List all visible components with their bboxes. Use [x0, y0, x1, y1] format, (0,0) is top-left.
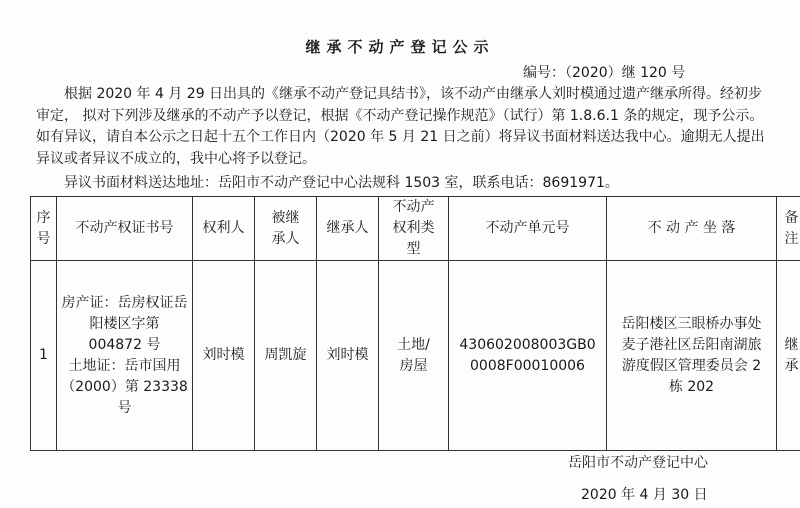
- property-table: [30, 196, 800, 451]
- cell-remark: 继承: [777, 261, 800, 451]
- header-location: 不 动 产 坐 落: [607, 197, 777, 261]
- header-rights-type: 不动产权利类型: [379, 197, 449, 261]
- header-unit-no: 不动产单元号: [449, 197, 607, 261]
- cell-cert: 房产证：岳房权证岳阳楼区字第 004872 号 土地证：岳市国用（2000）第 23338 号: [57, 261, 193, 451]
- header-owner: 权利人: [193, 197, 255, 261]
- header-seq: 序号: [31, 197, 57, 261]
- page-title: 继承不动产登记公示: [305, 38, 495, 56]
- cell-seq: 1: [31, 261, 57, 451]
- header-heir: 继承人: [317, 197, 379, 261]
- table-row: [31, 261, 800, 451]
- issuing-organization: 岳阳市不动产登记中心: [568, 455, 708, 471]
- header-remark: 备注: [777, 197, 800, 261]
- cell-rights-type: 土地/房屋: [379, 261, 449, 451]
- document-number: 编号：（2020）继 120 号: [523, 65, 686, 81]
- header-decedent: 被继承人: [255, 197, 317, 261]
- objection-address: 异议书面材料送达地址：岳阳市不动产登记中心法规科 1503 室，联系电话：8691971。: [64, 175, 619, 191]
- cell-location: 岳阳楼区三眼桥办事处麦子港社区岳阳南湖旅游度假区管理委员会 2 栋 202: [607, 261, 777, 451]
- header-cert: 不动产权证书号: [57, 197, 193, 261]
- notice-paragraph: 根据 2020 年 4 月 29 日出具的《继承不动产登记具结书》，该不动产由继承人刘时模通过遗产继承所得。经初步审定， 拟对下列涉及继承的不动产予以登记，根据《不动产登记操作规范》（试行）第 1.8.6.1 条的规定，现予公示。如有异议，请自本公示之日起十五个工作日内（2020 年 5 月 21 日之前）将异议书面材料送达我中心。逾期无人提出异议或者异议不成立的，我中心将予以登记。: [36, 86, 765, 167]
- table-header-row: [31, 197, 800, 261]
- cell-heir: 刘时模: [317, 261, 379, 451]
- issue-date: 2020 年 4 月 30 日: [581, 487, 708, 503]
- cell-unit-no: 430602008003GB00008F00010006: [449, 261, 607, 451]
- cell-owner: 刘时模: [193, 261, 255, 451]
- cell-decedent: 周凯旋: [255, 261, 317, 451]
